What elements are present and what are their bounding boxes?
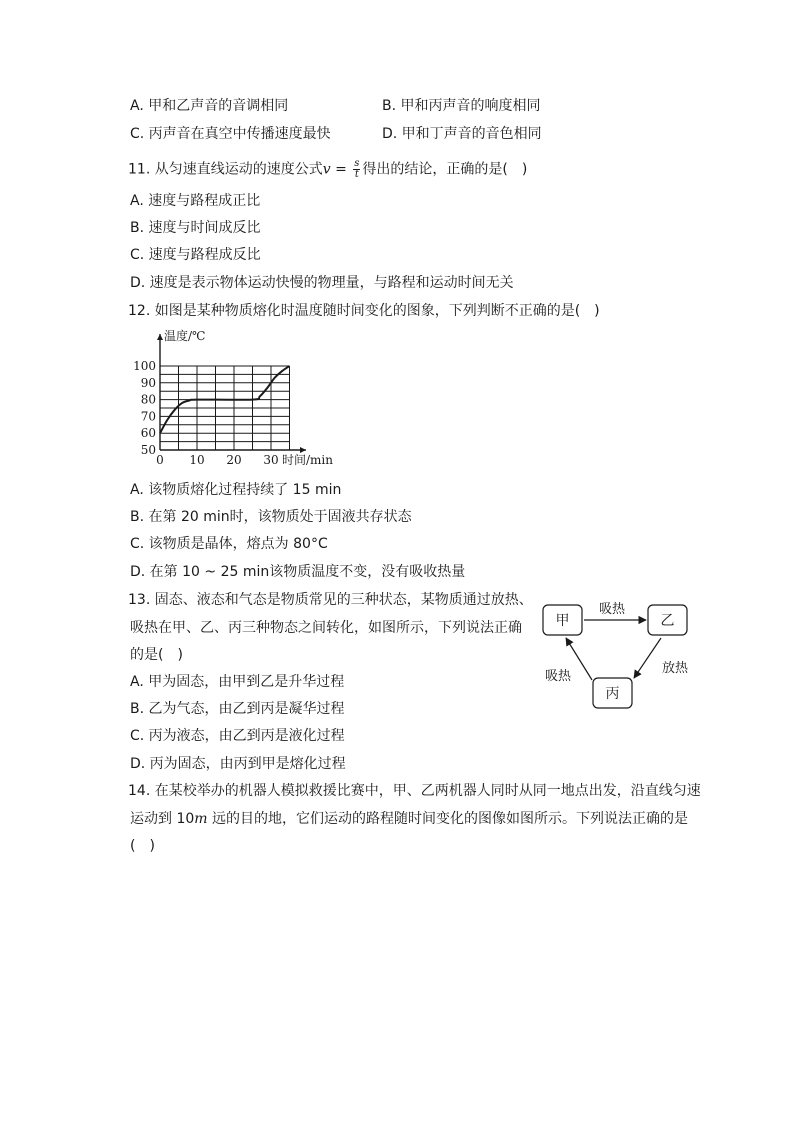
chart-grid: [160, 366, 290, 450]
q14-line2-post: 远的目的地，它们运动的路程随时间变化的图像如图所示。下列说法正确的是: [207, 811, 688, 827]
x-tick-label: 10: [189, 453, 205, 467]
box-bing-label: 丙: [605, 686, 620, 702]
chart-y-axis-label: 温度/℃: [164, 329, 206, 343]
q10-option-c: C. 丙声音在真空中传播速度最快: [130, 126, 331, 142]
q10-option-d: D. 甲和丁声音的音色相同: [382, 126, 542, 142]
q14-line2-pre: 运动到 10: [130, 811, 195, 827]
x-tick-label: 30: [263, 453, 279, 467]
q11-stem: [128, 159, 527, 180]
chart-x-axis-label: 时间/min: [282, 453, 333, 467]
q11-stem-prefix: 11. 从匀速直线运动的速度公式: [128, 161, 323, 178]
q13-option-c: C. 丙为液态，由乙到丙是液化过程: [130, 728, 345, 744]
q11-option-a: A. 速度与路程成正比: [130, 193, 261, 209]
q11-stem-suffix: 得出的结论，正确的是( ): [362, 161, 528, 178]
q10-option-a: A. 甲和乙声音的音调相同: [130, 98, 289, 114]
q14-stem-line2: [130, 810, 688, 828]
q10-option-b: B. 甲和丙声音的响度相同: [382, 98, 541, 114]
q13-stem-line3: 的是( ): [130, 647, 183, 663]
q14-stem-line3: ( ): [130, 838, 155, 854]
q11-option-b: B. 速度与时间成反比: [130, 220, 261, 236]
y-tick-label: 60: [140, 426, 156, 441]
q14-stem-line1: 14. 在某校举办的机器人模拟救援比赛中，甲、乙两机器人同时从同一地点出发，沿直线匀速: [128, 783, 701, 799]
q13-option-b: B. 乙为气态，由乙到丙是凝华过程: [130, 701, 345, 717]
arrow-yi-to-bing: [634, 638, 661, 678]
q13-stem-line1: 13. 固态、液态和气态是物质常见的三种状态，某物质通过放热、: [128, 592, 533, 608]
q11-formula-v: v: [322, 161, 331, 178]
q11-option-c: C. 速度与路程成反比: [130, 247, 261, 263]
q13-stem-line2: 吸热在甲、乙、丙三种物态之间转化，如图所示，下列说法正确: [130, 620, 522, 636]
q12-option-a: A. 该物质熔化过程持续了 15 min: [130, 482, 342, 498]
q12-option-b: B. 在第 20 min时，该物质处于固液共存状态: [130, 509, 412, 525]
box-yi-label: 乙: [660, 613, 675, 629]
y-tick-label: 100: [133, 359, 156, 373]
chart-tick-labels: [133, 359, 279, 467]
y-axis-arrow: [157, 334, 163, 340]
q12-stem: 12. 如图是某种物质熔化时温度随时间变化的图象，下列判断不正确的是( ): [128, 303, 600, 319]
y-tick-label: 50: [140, 443, 156, 457]
q12-option-c: C. 该物质是晶体，熔点为 80°C: [130, 536, 328, 552]
x-tick-label: 0: [156, 453, 164, 467]
q13-option-a: A. 甲为固态，由甲到乙是升华过程: [130, 674, 345, 690]
q11-formula-den: t: [354, 169, 359, 180]
label-bing-jia: 吸热: [544, 669, 572, 684]
y-tick-label: 70: [140, 409, 156, 424]
q11-option-d: D. 速度是表示物体运动快慢的物理量，与路程和运动时间无关: [130, 275, 514, 291]
melting-curve-chart: [126, 326, 342, 472]
label-jia-yi: 吸热: [598, 602, 626, 617]
q13-option-d: D. 丙为固态，由丙到甲是熔化过程: [130, 756, 346, 772]
q14-line2-unit: m: [194, 811, 208, 827]
phase-change-diagram: [536, 594, 702, 712]
label-yi-bing: 放热: [661, 661, 689, 676]
q11-formula-eq: =: [330, 161, 352, 178]
q11-formula-num: s: [354, 158, 360, 169]
y-tick-label: 90: [140, 375, 156, 390]
x-tick-label: 20: [226, 453, 242, 467]
y-tick-label: 80: [140, 392, 156, 407]
box-jia-label: 甲: [555, 613, 570, 629]
q11-formula-fraction: [353, 159, 360, 180]
chart-axes: [157, 334, 306, 453]
q12-option-d: D. 在第 10 ~ 25 min该物质温度不变，没有吸收热量: [130, 564, 466, 580]
